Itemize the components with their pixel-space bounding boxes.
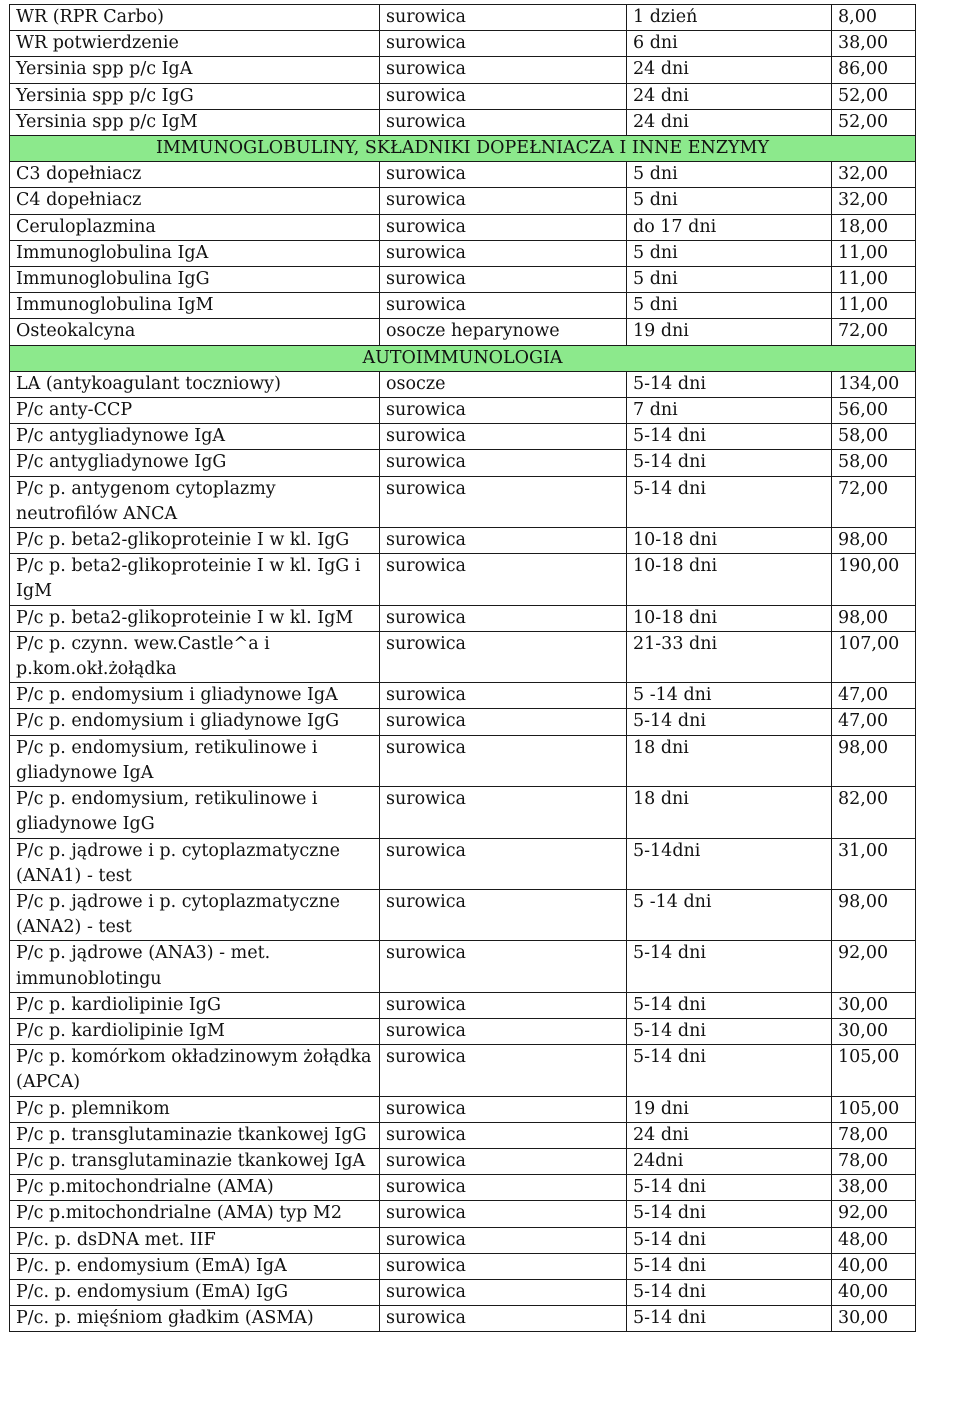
test-name-cell: P/c p. endomysium, retikulinowe i gliadynowe IgG [10, 787, 380, 838]
test-name-cell: P/c p. jądrowe i p. cytoplazmatyczne (ANA1) - test [10, 838, 380, 889]
turnaround-time-cell: do 17 dni [627, 214, 832, 240]
material-cell: surowica [380, 424, 627, 450]
price-cell: 32,00 [832, 188, 916, 214]
table-row [10, 787, 916, 838]
table-row [10, 240, 916, 266]
turnaround-time-cell: 5-14 dni [627, 424, 832, 450]
test-name-cell: C3 dopełniacz [10, 162, 380, 188]
test-name-cell: P/c p. endomysium i gliadynowe IgA [10, 683, 380, 709]
test-name-cell: P/c p. beta2-glikoproteinie I w kl. IgG i IgM [10, 554, 380, 605]
test-name-cell: P/c antygliadynowe IgA [10, 424, 380, 450]
material-cell: surowica [380, 605, 627, 631]
test-name-cell: P/c p. jądrowe (ANA3) - met. immunoblotingu [10, 941, 380, 992]
turnaround-time-cell: 6 dni [627, 31, 832, 57]
table-row [10, 1122, 916, 1148]
test-name-cell: P/c p. transglutaminazie tkankowej IgA [10, 1148, 380, 1174]
test-name-cell: P/c. p. endomysium (EmA) IgG [10, 1279, 380, 1305]
price-cell: 18,00 [832, 214, 916, 240]
price-cell: 92,00 [832, 941, 916, 992]
material-cell: surowica [380, 1018, 627, 1044]
table-row [10, 319, 916, 345]
price-cell: 52,00 [832, 109, 916, 135]
table-row [10, 450, 916, 476]
material-cell: surowica [380, 1306, 627, 1332]
test-name-cell: C4 dopełniacz [10, 188, 380, 214]
turnaround-time-cell: 24 dni [627, 83, 832, 109]
test-name-cell: P/c p. kardiolipinie IgG [10, 992, 380, 1018]
price-cell: 72,00 [832, 319, 916, 345]
turnaround-time-cell: 5-14 dni [627, 992, 832, 1018]
price-cell: 32,00 [832, 162, 916, 188]
test-name-cell: LA (antykoagulant toczniowy) [10, 371, 380, 397]
material-cell: surowica [380, 528, 627, 554]
price-cell: 40,00 [832, 1253, 916, 1279]
material-cell: surowica [380, 1148, 627, 1174]
turnaround-time-cell: 5 dni [627, 240, 832, 266]
table-row [10, 162, 916, 188]
material-cell: surowica [380, 1227, 627, 1253]
test-name-cell: P/c p.mitochondrialne (AMA) typ M2 [10, 1201, 380, 1227]
price-cell: 31,00 [832, 838, 916, 889]
price-cell: 47,00 [832, 709, 916, 735]
turnaround-time-cell: 5-14 dni [627, 1306, 832, 1332]
turnaround-time-cell: 24 dni [627, 109, 832, 135]
test-name-cell: P/c. p. dsDNA met. IIF [10, 1227, 380, 1253]
table-row [10, 605, 916, 631]
section-header-row [10, 136, 916, 162]
material-cell: surowica [380, 838, 627, 889]
turnaround-time-cell: 19 dni [627, 1096, 832, 1122]
section-title: AUTOIMMUNOLOGIA [10, 345, 916, 371]
material-cell: surowica [380, 889, 627, 940]
test-name-cell: P/c p. endomysium i gliadynowe IgG [10, 709, 380, 735]
price-cell: 190,00 [832, 554, 916, 605]
price-cell: 11,00 [832, 267, 916, 293]
material-cell: surowica [380, 188, 627, 214]
price-cell: 78,00 [832, 1122, 916, 1148]
turnaround-time-cell: 5-14 dni [627, 1045, 832, 1096]
price-cell: 107,00 [832, 631, 916, 682]
price-list-table [9, 4, 916, 1332]
test-name-cell: Yersinia spp p/c IgM [10, 109, 380, 135]
turnaround-time-cell: 5 -14 dni [627, 889, 832, 940]
turnaround-time-cell: 10-18 dni [627, 528, 832, 554]
material-cell: surowica [380, 267, 627, 293]
material-cell: surowica [380, 1201, 627, 1227]
table-row [10, 267, 916, 293]
turnaround-time-cell: 5 dni [627, 293, 832, 319]
turnaround-time-cell: 5-14 dni [627, 941, 832, 992]
material-cell: surowica [380, 31, 627, 57]
material-cell: surowica [380, 450, 627, 476]
table-row [10, 1279, 916, 1305]
material-cell: surowica [380, 941, 627, 992]
material-cell: surowica [380, 787, 627, 838]
test-name-cell: Immunoglobulina IgM [10, 293, 380, 319]
test-name-cell: P/c p. antygenom cytoplazmy neutrofilów ANCA [10, 476, 380, 527]
price-cell: 38,00 [832, 1175, 916, 1201]
table-row [10, 1175, 916, 1201]
price-cell: 30,00 [832, 1306, 916, 1332]
table-row [10, 1227, 916, 1253]
test-name-cell: P/c p. beta2-glikoproteinie I w kl. IgG [10, 528, 380, 554]
material-cell: surowica [380, 992, 627, 1018]
turnaround-time-cell: 5 dni [627, 162, 832, 188]
section-header-row [10, 345, 916, 371]
material-cell: surowica [380, 1175, 627, 1201]
table-row [10, 214, 916, 240]
price-cell: 48,00 [832, 1227, 916, 1253]
price-cell: 82,00 [832, 787, 916, 838]
test-name-cell: Yersinia spp p/c IgG [10, 83, 380, 109]
table-row [10, 1018, 916, 1044]
table-row [10, 735, 916, 786]
price-cell: 98,00 [832, 735, 916, 786]
table-row [10, 476, 916, 527]
material-cell: surowica [380, 162, 627, 188]
turnaround-time-cell: 18 dni [627, 735, 832, 786]
table-row [10, 528, 916, 554]
price-cell: 52,00 [832, 83, 916, 109]
material-cell: surowica [380, 214, 627, 240]
table-row [10, 424, 916, 450]
price-cell: 8,00 [832, 5, 916, 31]
material-cell: surowica [380, 1122, 627, 1148]
table-row [10, 683, 916, 709]
turnaround-time-cell: 24dni [627, 1148, 832, 1174]
test-name-cell: P/c. p. endomysium (EmA) IgA [10, 1253, 380, 1279]
turnaround-time-cell: 1 dzień [627, 5, 832, 31]
price-cell: 72,00 [832, 476, 916, 527]
turnaround-time-cell: 7 dni [627, 398, 832, 424]
test-name-cell: WR potwierdzenie [10, 31, 380, 57]
test-name-cell: Yersinia spp p/c IgA [10, 57, 380, 83]
material-cell: surowica [380, 476, 627, 527]
table-row [10, 1306, 916, 1332]
turnaround-time-cell: 5-14 dni [627, 1227, 832, 1253]
turnaround-time-cell: 19 dni [627, 319, 832, 345]
test-name-cell: P/c p. beta2-glikoproteinie I w kl. IgM [10, 605, 380, 631]
price-cell: 30,00 [832, 1018, 916, 1044]
test-name-cell: Osteokalcyna [10, 319, 380, 345]
table-row [10, 554, 916, 605]
table-row [10, 992, 916, 1018]
material-cell: surowica [380, 5, 627, 31]
test-name-cell: P/c. p. mięśniom gładkim (ASMA) [10, 1306, 380, 1332]
turnaround-time-cell: 5-14 dni [627, 450, 832, 476]
price-cell: 11,00 [832, 293, 916, 319]
table-row [10, 1096, 916, 1122]
test-name-cell: P/c p. kardiolipinie IgM [10, 1018, 380, 1044]
turnaround-time-cell: 5-14dni [627, 838, 832, 889]
material-cell: surowica [380, 109, 627, 135]
price-cell: 58,00 [832, 450, 916, 476]
turnaround-time-cell: 5-14 dni [627, 1175, 832, 1201]
price-cell: 56,00 [832, 398, 916, 424]
test-name-cell: Immunoglobulina IgG [10, 267, 380, 293]
price-cell: 11,00 [832, 240, 916, 266]
test-name-cell: Immunoglobulina IgA [10, 240, 380, 266]
price-cell: 98,00 [832, 528, 916, 554]
turnaround-time-cell: 5-14 dni [627, 1253, 832, 1279]
price-cell: 105,00 [832, 1096, 916, 1122]
material-cell: surowica [380, 631, 627, 682]
table-row [10, 5, 916, 31]
table-row [10, 838, 916, 889]
table-row [10, 1201, 916, 1227]
test-name-cell: P/c p. transglutaminazie tkankowej IgG [10, 1122, 380, 1148]
table-row [10, 83, 916, 109]
test-name-cell: P/c p.mitochondrialne (AMA) [10, 1175, 380, 1201]
table-row [10, 631, 916, 682]
table-row [10, 398, 916, 424]
price-cell: 40,00 [832, 1279, 916, 1305]
material-cell: osocze [380, 371, 627, 397]
table-row [10, 1045, 916, 1096]
material-cell: surowica [380, 1253, 627, 1279]
turnaround-time-cell: 5-14 dni [627, 709, 832, 735]
material-cell: surowica [380, 398, 627, 424]
price-cell: 58,00 [832, 424, 916, 450]
table-row [10, 1253, 916, 1279]
turnaround-time-cell: 5 dni [627, 188, 832, 214]
turnaround-time-cell: 18 dni [627, 787, 832, 838]
turnaround-time-cell: 5-14 dni [627, 371, 832, 397]
turnaround-time-cell: 5-14 dni [627, 1201, 832, 1227]
material-cell: surowica [380, 240, 627, 266]
test-name-cell: P/c p. plemnikom [10, 1096, 380, 1122]
price-cell: 78,00 [832, 1148, 916, 1174]
table-row [10, 31, 916, 57]
material-cell: surowica [380, 554, 627, 605]
table-row [10, 709, 916, 735]
price-cell: 105,00 [832, 1045, 916, 1096]
table-row [10, 293, 916, 319]
material-cell: surowica [380, 1279, 627, 1305]
turnaround-time-cell: 24 dni [627, 1122, 832, 1148]
test-name-cell: P/c p. czynn. wew.Castle^a i p.kom.okł.żołądka [10, 631, 380, 682]
table-row [10, 109, 916, 135]
test-name-cell: P/c p. jądrowe i p. cytoplazmatyczne (ANA2) - test [10, 889, 380, 940]
material-cell: osocze heparynowe [380, 319, 627, 345]
material-cell: surowica [380, 57, 627, 83]
turnaround-time-cell: 5 -14 dni [627, 683, 832, 709]
section-title: IMMUNOGLOBULINY, SKŁADNIKI DOPEŁNIACZA I INNE ENZYMY [10, 136, 916, 162]
test-name-cell: P/c p. komórkom okładzinowym żołądka (APCA) [10, 1045, 380, 1096]
price-cell: 30,00 [832, 992, 916, 1018]
test-name-cell: WR (RPR Carbo) [10, 5, 380, 31]
material-cell: surowica [380, 709, 627, 735]
turnaround-time-cell: 5-14 dni [627, 1018, 832, 1044]
turnaround-time-cell: 5 dni [627, 267, 832, 293]
material-cell: surowica [380, 1096, 627, 1122]
test-name-cell: P/c anty-CCP [10, 398, 380, 424]
price-list-body [10, 5, 916, 1332]
turnaround-time-cell: 5-14 dni [627, 476, 832, 527]
turnaround-time-cell: 10-18 dni [627, 554, 832, 605]
price-cell: 86,00 [832, 57, 916, 83]
test-name-cell: P/c antygliadynowe IgG [10, 450, 380, 476]
price-cell: 134,00 [832, 371, 916, 397]
turnaround-time-cell: 5-14 dni [627, 1279, 832, 1305]
table-row [10, 1148, 916, 1174]
test-name-cell: P/c p. endomysium, retikulinowe i gliadynowe IgA [10, 735, 380, 786]
table-row [10, 57, 916, 83]
test-name-cell: Ceruloplazmina [10, 214, 380, 240]
price-cell: 38,00 [832, 31, 916, 57]
table-row [10, 188, 916, 214]
price-cell: 98,00 [832, 605, 916, 631]
table-row [10, 889, 916, 940]
material-cell: surowica [380, 735, 627, 786]
turnaround-time-cell: 24 dni [627, 57, 832, 83]
table-row [10, 941, 916, 992]
material-cell: surowica [380, 293, 627, 319]
price-cell: 47,00 [832, 683, 916, 709]
price-cell: 92,00 [832, 1201, 916, 1227]
turnaround-time-cell: 10-18 dni [627, 605, 832, 631]
price-cell: 98,00 [832, 889, 916, 940]
table-row [10, 371, 916, 397]
turnaround-time-cell: 21-33 dni [627, 631, 832, 682]
material-cell: surowica [380, 83, 627, 109]
material-cell: surowica [380, 683, 627, 709]
material-cell: surowica [380, 1045, 627, 1096]
